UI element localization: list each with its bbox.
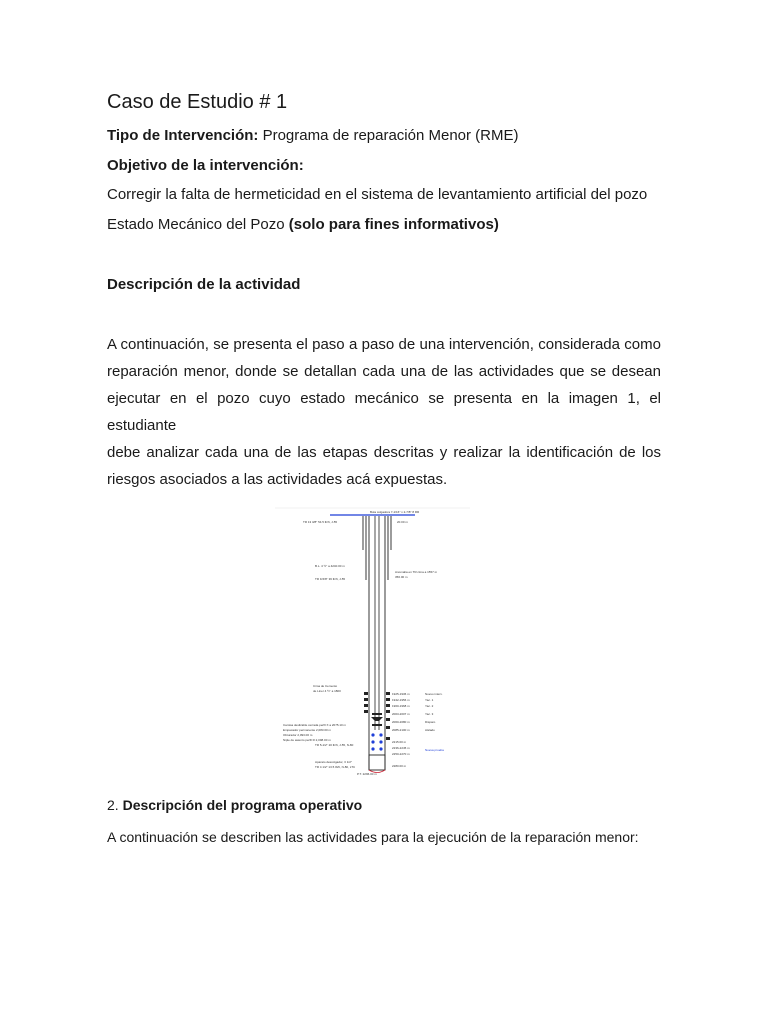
- cement-label-b: de Liner 4 ½" a 1800: [313, 689, 341, 693]
- note-label: Disparo: [425, 720, 436, 724]
- anomaly-label-b: 356.00 m: [395, 575, 408, 579]
- note-label: Aislado: [425, 728, 435, 732]
- liner-label: TR 5-1/2" 20 lb/ft, J-55, N-80: [315, 743, 354, 747]
- paragraph-line: ejecutar en el pozo cuyo estado mecánico se presenta en la imagen 1, el estudiante: [107, 390, 661, 434]
- paragraph-line: debe analizar cada una de las etapas descritas y realizar la identificación de los: [107, 444, 661, 461]
- well-mechanical-diagram: [275, 505, 470, 775]
- cement-label-a: Cima de Cemento: [313, 684, 338, 688]
- objective-heading: Objetivo de la intervención:: [107, 157, 304, 174]
- camisa-label-c: Obturador 2,093.00 m: [283, 733, 313, 737]
- interval-label: 2003-2007 m: [392, 712, 410, 716]
- bottom-hole: [369, 755, 385, 770]
- mechanical-state-line: [107, 216, 499, 233]
- section2-text: A continuación se describen las actividades para la ejecución de la reparación menor:: [107, 829, 639, 845]
- note-label: Yac. 2: [425, 704, 434, 708]
- section2-number: 2.: [107, 797, 123, 813]
- camisa-label-d: Niple de asiento perfil R 2,098.00 m: [283, 738, 331, 742]
- objective-text: Corregir la falta de hermeticidad en el sistema de levantamiento artificial del pozo: [107, 186, 648, 203]
- wellhead-label: Bola colgadora 7-1/16" x 2-7/8" 8 RR: [370, 510, 420, 514]
- intervention-type-label: Tipo de Intervención:: [107, 127, 259, 144]
- paragraph-line: riesgos asociados a las actividades acá expuestas.: [107, 471, 448, 488]
- intervention-type-line: [107, 127, 519, 144]
- interval-label: 2085-2100 m: [392, 728, 410, 732]
- interval-label: 1942-1956 m: [392, 698, 410, 702]
- activity-description-heading: Descripción de la actividad: [107, 276, 301, 293]
- interval-label: 2060-2080 m: [392, 720, 410, 724]
- apparatus-label-a: Aparato descolgador, 3 1/2": [315, 760, 352, 764]
- mechanical-state-note: (solo para fines informativos): [288, 216, 499, 233]
- anomaly-label-a: Anomalía en TR cima a 1557 m: [395, 570, 438, 574]
- mechanical-state-text: Estado Mecánico del Pozo: [107, 216, 289, 233]
- casing2-label-b: TR 9-5/8" 36 lb/ft, J-55: [315, 577, 346, 581]
- packer-assembly: [371, 713, 383, 751]
- interval-label: 2236-2245 m: [392, 746, 410, 750]
- activity-description-paragraph: [107, 331, 661, 493]
- section2-heading: [107, 797, 362, 813]
- note-label: Nuevo interv.: [425, 692, 443, 696]
- paragraph-line: A continuación, se presenta el paso a paso de una intervención, considerada como: [107, 336, 661, 353]
- apparatus-label-b: TR 4 1/2" 13.5 lb/ft, N-80, LTC: [315, 765, 356, 769]
- casing2-label-a: B.L. 4 ½" a 4240.00 m: [315, 564, 345, 568]
- pt-label: P.T. 2296.00 m: [357, 772, 377, 775]
- interval-label: 2250-2270 m: [392, 752, 410, 756]
- camisa-label-a: Camisa deslizable cerrada perfil X a 2075.10 m: [283, 723, 347, 727]
- paragraph-line: reparación menor, donde se detallan cada una de las actividades que se desean: [107, 363, 661, 380]
- note-label: Yac. 1: [425, 698, 434, 702]
- note-label: Nueva prueba: [425, 748, 444, 752]
- interval-label: 1960-1968 m: [392, 704, 410, 708]
- interval-label: 2280.00 m: [392, 764, 407, 768]
- perforation-markers: [364, 692, 390, 740]
- interval-label: 2215.00 m: [392, 740, 407, 744]
- depth1-label: 20.00 m: [397, 520, 408, 524]
- camisa-label-b: Empacador permanente 2,083.00 m: [283, 728, 332, 732]
- interval-label: 1925-1936 m: [392, 692, 410, 696]
- casing1-label: TR 13 3/8" 54.5 lb/ft, J-55: [303, 520, 338, 524]
- intervention-type-value: Programa de reparación Menor (RME): [258, 127, 519, 144]
- note-label: Yac. 3: [425, 712, 434, 716]
- section2-title: Descripción del programa operativo: [122, 797, 363, 813]
- page-title: Caso de Estudio # 1: [107, 91, 288, 113]
